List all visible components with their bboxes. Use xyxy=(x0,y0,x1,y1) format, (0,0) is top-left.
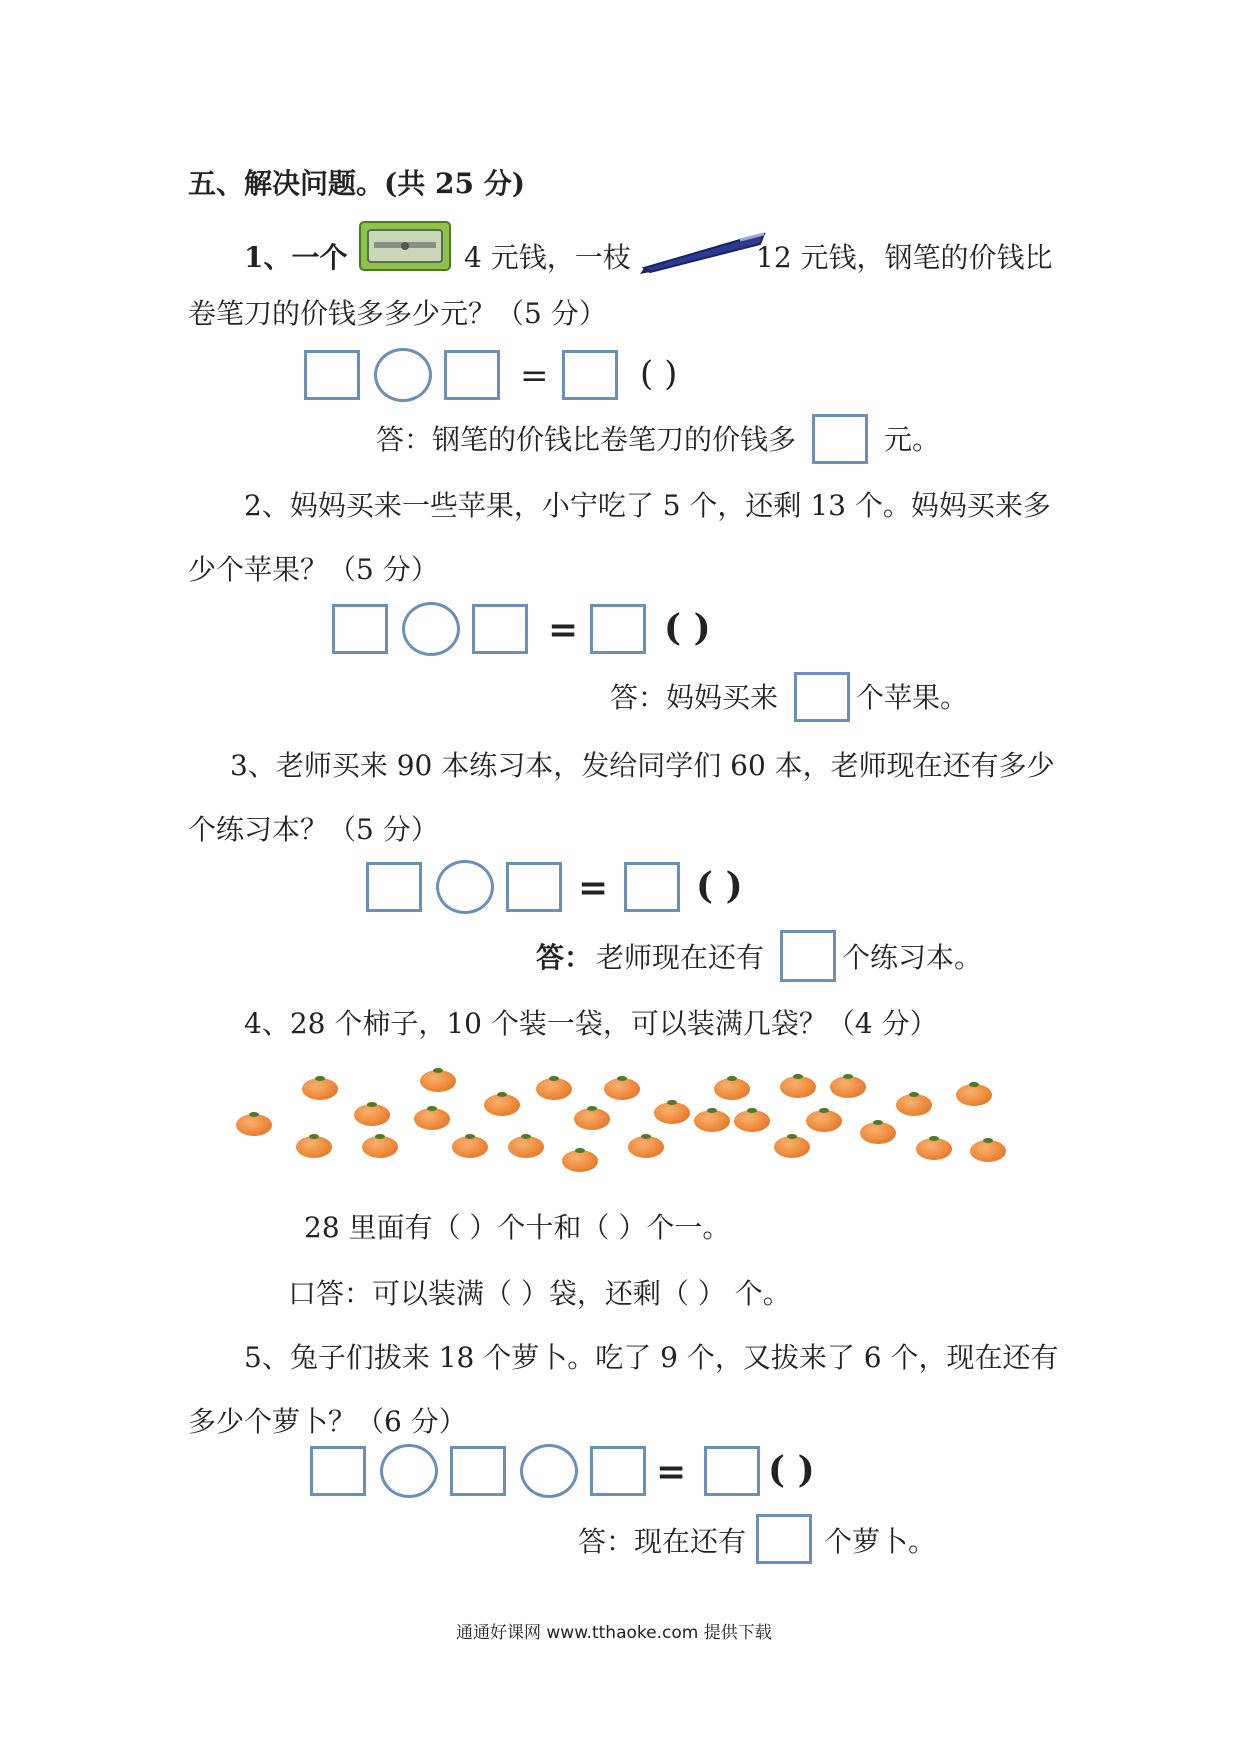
q2-line2: 少个苹果？（5 分） xyxy=(188,553,439,586)
q4-line1: 4、28 个柿子，10 个装一袋，可以装满几袋？（4 分） xyxy=(244,1007,938,1040)
q5-equals: = xyxy=(656,1451,687,1493)
persimmon-icon xyxy=(296,1136,332,1158)
q5-operator-circle[interactable] xyxy=(380,1444,438,1498)
q2-line1: 2、妈妈买来一些苹果，小宁吃了 5 个，还剩 13 个。妈妈买来多 xyxy=(244,489,1051,522)
q2-operand-box[interactable] xyxy=(472,604,528,654)
q3-answer-suffix: 个练习本。 xyxy=(842,941,983,974)
q1-price1: 4 元钱，一枝 xyxy=(464,241,631,274)
pen-icon xyxy=(640,228,770,276)
persimmon-icon xyxy=(452,1136,488,1158)
q1-line2: 卷笔刀的价钱多多少元？（5 分） xyxy=(188,297,607,330)
persimmon-icon xyxy=(362,1136,398,1158)
persimmon-icon xyxy=(484,1094,520,1116)
q5-operand-box[interactable] xyxy=(450,1446,506,1496)
q3-line2: 个练习本？（5 分） xyxy=(188,813,439,846)
persimmon-icon xyxy=(654,1102,690,1124)
q5-unit-paren: ( ) xyxy=(768,1449,815,1491)
persimmon-icon xyxy=(574,1108,610,1130)
q2-equals: = xyxy=(548,609,579,651)
persimmon-icon xyxy=(354,1104,390,1126)
q1-operand-box[interactable] xyxy=(444,350,500,400)
q1-result-box[interactable] xyxy=(562,350,618,400)
persimmon-icon xyxy=(562,1150,598,1172)
q3-operand-box[interactable] xyxy=(366,862,422,912)
persimmon-icon xyxy=(860,1122,896,1144)
persimmon-icon xyxy=(830,1076,866,1098)
q5-result-box[interactable] xyxy=(704,1446,760,1496)
persimmon-icon xyxy=(970,1140,1006,1162)
q5-operator-circle[interactable] xyxy=(520,1444,578,1498)
persimmon-icon xyxy=(420,1070,456,1092)
q1-price2: 12 元钱，钢笔的价钱比 xyxy=(756,241,1053,274)
q1-operand-box[interactable] xyxy=(304,350,360,400)
persimmon-icon xyxy=(628,1136,664,1158)
q3-answer-label: 答： xyxy=(536,941,593,974)
q3-unit-paren: ( ) xyxy=(696,865,743,907)
q5-operand-box[interactable] xyxy=(310,1446,366,1496)
persimmon-icon xyxy=(414,1108,450,1130)
q4-answer-line: 口答：可以装满（ ）袋，还剩（ ） 个。 xyxy=(288,1277,791,1310)
q5-answer-suffix: 个萝卜。 xyxy=(824,1525,937,1558)
persimmon-icon xyxy=(236,1114,272,1136)
q1-answer-prefix: 答：钢笔的价钱比卷笔刀的价钱多 xyxy=(376,423,797,456)
persimmon-icon xyxy=(536,1078,572,1100)
q3-operator-circle[interactable] xyxy=(436,860,494,914)
persimmon-icon xyxy=(956,1084,992,1106)
q3-equals: = xyxy=(578,867,609,909)
q3-operand-box[interactable] xyxy=(506,862,562,912)
q2-operator-circle[interactable] xyxy=(402,602,460,656)
q1-answer-box[interactable] xyxy=(812,414,868,464)
persimmon-icon xyxy=(604,1078,640,1100)
section-title: 五、解决问题。(共 25 分) xyxy=(188,167,525,200)
persimmon-icon xyxy=(774,1136,810,1158)
q3-result-box[interactable] xyxy=(624,862,680,912)
q2-answer-prefix: 答：妈妈买来 xyxy=(610,681,779,714)
persimmon-icon xyxy=(896,1094,932,1116)
q1-number: 1、一个 xyxy=(244,241,348,274)
sharpener-icon xyxy=(358,220,452,272)
q5-answer-prefix: 答：现在还有 xyxy=(578,1525,747,1558)
q1-operator-circle[interactable] xyxy=(374,348,432,402)
q3-answer-box[interactable] xyxy=(780,930,836,982)
q1-unit-paren: ( ) xyxy=(640,354,678,394)
persimmon-icon xyxy=(806,1110,842,1132)
persimmon-icon xyxy=(694,1110,730,1132)
q5-line2: 多少个萝卜？（6 分） xyxy=(188,1405,467,1438)
q5-operand-box[interactable] xyxy=(590,1446,646,1496)
persimmon-icon xyxy=(780,1076,816,1098)
q2-answer-box[interactable] xyxy=(794,672,850,722)
q1-equals: = xyxy=(520,356,549,396)
q5-answer-box[interactable] xyxy=(756,1514,812,1564)
q2-result-box[interactable] xyxy=(590,604,646,654)
q3-line1: 3、老师买来 90 本练习本，发给同学们 60 本，老师现在还有多少 xyxy=(230,749,1055,782)
persimmon-icon xyxy=(916,1138,952,1160)
footer-text: 通通好课网 www.tthaoke.com 提供下载 xyxy=(456,1623,772,1643)
persimmon-icon xyxy=(714,1078,750,1100)
q3-answer-prefix: 老师现在还有 xyxy=(596,941,765,974)
persimmon-icon xyxy=(508,1136,544,1158)
q2-answer-suffix: 个苹果。 xyxy=(856,681,969,714)
persimmon-icon xyxy=(734,1110,770,1132)
persimmon-icon xyxy=(302,1078,338,1100)
q5-line1: 5、兔子们拔来 18 个萝卜。吃了 9 个，又拔来了 6 个，现在还有 xyxy=(244,1341,1059,1374)
q1-answer-suffix: 元。 xyxy=(884,423,941,456)
q4-fill-line: 28 里面有（ ）个十和（ ）个一。 xyxy=(304,1211,731,1244)
q2-unit-paren: ( ) xyxy=(664,607,711,649)
q2-operand-box[interactable] xyxy=(332,604,388,654)
